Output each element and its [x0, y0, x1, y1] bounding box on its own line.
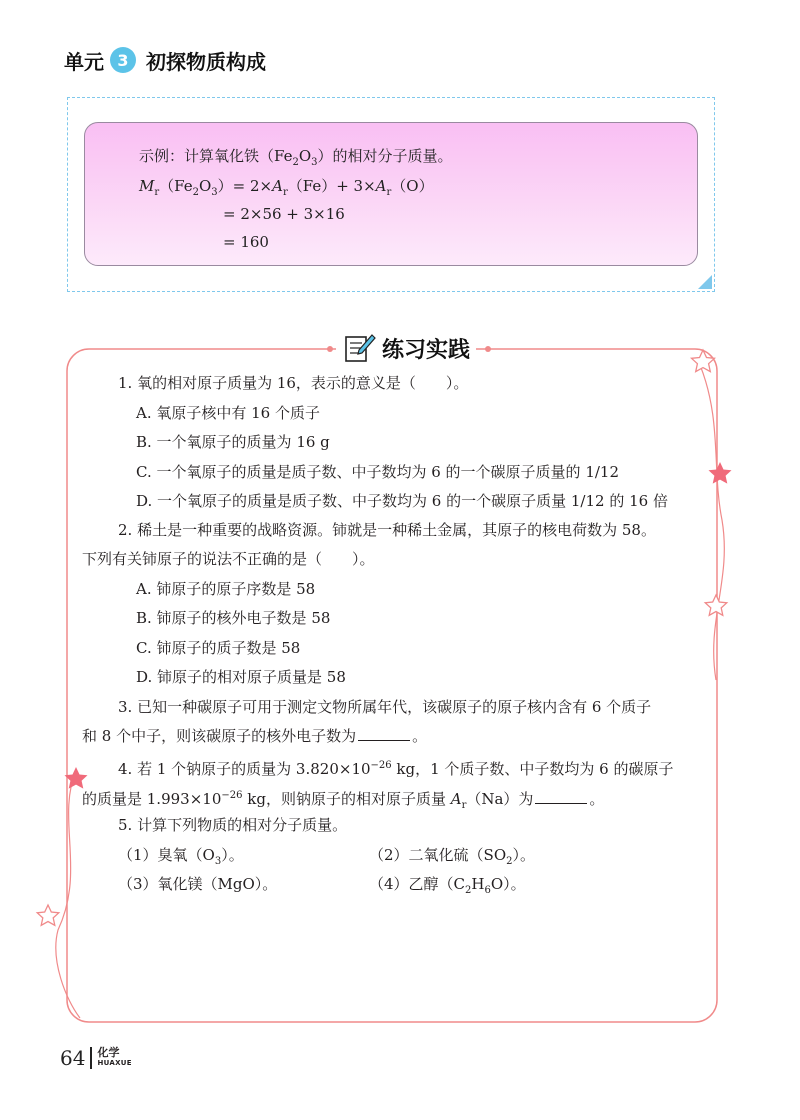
- decorative-curve-left: [56, 770, 80, 1018]
- example-formula-line: $M_r(Fe_2O_3)= 2\times A_r(Fe)+ 3\times A_r(O)$: [139, 177, 434, 198]
- q2-option-a: A. 铈原子的原子序数是 58: [136, 580, 316, 598]
- q3-line2: 和 8 个中子，则该碳原子的核外电子数为 。: [82, 727, 428, 745]
- star-icon: [692, 350, 715, 372]
- q2-stem-line1: 2. 稀土是一种重要的战略资源。铈就是一种稀土金属，其原子的核电荷数为 58。: [118, 521, 656, 539]
- q5-stem: 5. 计算下列物质的相对分子质量。: [118, 816, 348, 834]
- practice-title: [336, 328, 476, 368]
- q5-part1: （1）臭氧$(O_3)$。: [118, 846, 244, 867]
- subject-pinyin: HUAXUE: [97, 1059, 132, 1067]
- star-icon: [37, 905, 59, 925]
- q1-option-c: C. 一个氧原子的质量是质子数、中子数均为 6 的一个碳原子质量的 1/12: [136, 463, 620, 481]
- q4-line1: 4. 若 1 个钠原子的质量为 $3.820\times 10^{-26}$ kg，1 个质子数、中子数均为 6 的碳原子: [118, 760, 674, 778]
- q2-option-d: D. 铈原子的相对原子质量是 58: [136, 668, 346, 686]
- example-step-line: = 2×56 + 3×16: [223, 205, 345, 223]
- q4-line2: 的质量是 $1.993\times 10^{-26}$ kg，则钠原子的相对原子质量 $A_r(Na)$为 。: [82, 790, 605, 811]
- decorative-curve-right: [700, 365, 724, 680]
- q5-part2: （2）二氧化硫$(SO_2)$。: [369, 846, 536, 867]
- q2-option-c: C. 铈原子的质子数是 58: [136, 639, 301, 657]
- answer-blank[interactable]: [535, 789, 587, 804]
- q2-stem-line2: 下列有关铈原子的说法不正确的是（ ）。: [82, 550, 375, 568]
- example-intro: 示例：计算氧化铁$(Fe_2O_3)$的相对分子质量。: [139, 147, 453, 168]
- title-dot-left: [327, 346, 333, 352]
- q1-stem: 1. 氧的相对原子质量为 16，表示的意义是（ ）。: [118, 374, 469, 392]
- q5-part4: （4）乙醇$(C_2H_6O)$。: [369, 875, 526, 896]
- practice-title-text: 练习实践: [382, 337, 471, 363]
- star-icon: [705, 595, 727, 615]
- example-result-line: = 160: [223, 233, 269, 251]
- star-icon: [709, 462, 732, 484]
- q2-option-b: B. 铈原子的核外电子数是 58: [136, 609, 331, 627]
- page-number: 64: [60, 1046, 86, 1070]
- notebook-pencil-icon: [342, 331, 376, 365]
- page-footer: [60, 1046, 132, 1070]
- footer-divider: [90, 1047, 92, 1069]
- q3-line1: 3. 已知一种碳原子可用于测定文物所属年代，该碳原子的原子核内含有 6 个质子: [118, 698, 652, 716]
- subject-cn: 化学: [97, 1046, 120, 1059]
- unit-title: 初探物质构成: [146, 49, 266, 74]
- subject-label: [97, 1048, 131, 1068]
- q1-option-b: B. 一个氧原子的质量为 16 g: [136, 433, 330, 451]
- unit-number-badge: 3: [110, 47, 136, 73]
- q1-option-a: A. 氧原子核中有 16 个质子: [136, 404, 320, 422]
- unit-label: 单元: [64, 49, 104, 74]
- answer-blank[interactable]: [358, 726, 410, 741]
- q1-option-d: D. 一个氧原子的质量是质子数、中子数均为 6 的一个碳原子质量 1/12 的 16 倍: [136, 492, 668, 510]
- title-dot-right: [485, 346, 491, 352]
- q5-part3: （3）氧化镁（MgO）。: [118, 875, 278, 893]
